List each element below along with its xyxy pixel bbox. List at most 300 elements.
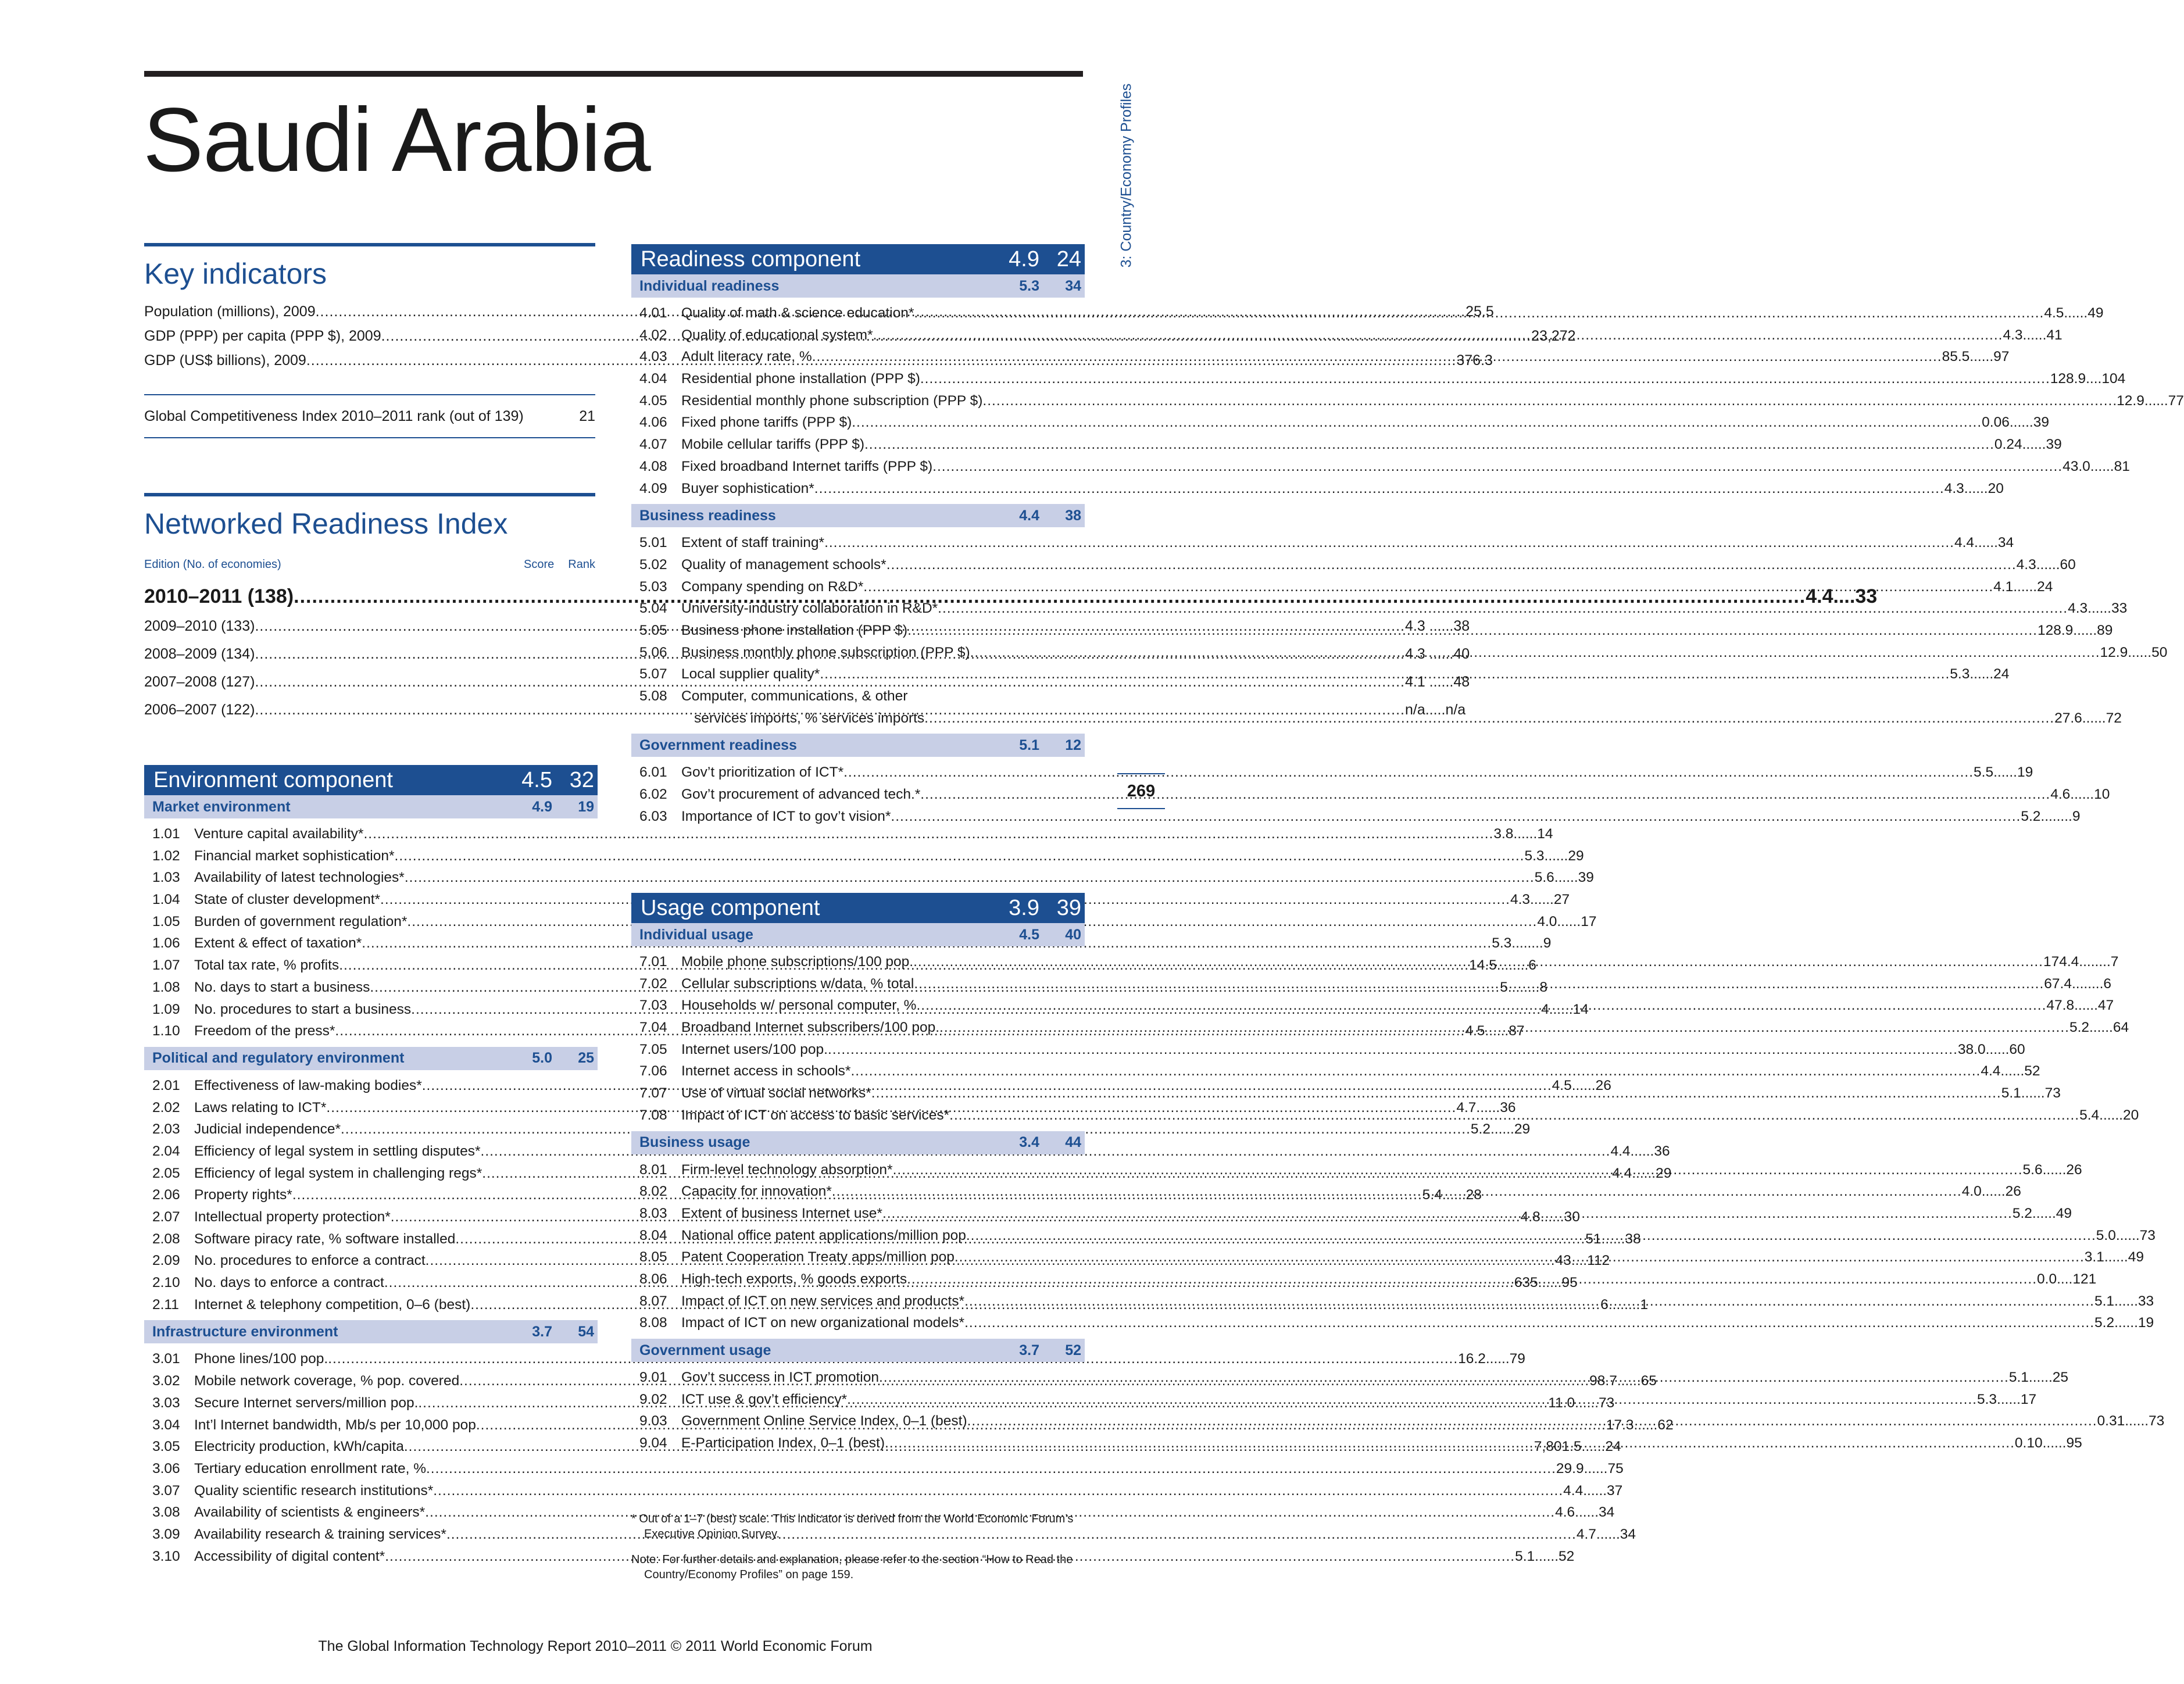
indicator-label: Gov’t prioritization of ICT* (681, 764, 844, 781)
indicator-label: Intellectual property protection* (194, 1209, 391, 1225)
indicator-code: 3.02 (152, 1373, 180, 1389)
page-number: 269 (1117, 773, 1165, 809)
indicator-label: Phone lines/100 pop. (194, 1351, 328, 1367)
key-indicator-value: 25.5 (1465, 303, 1494, 320)
indicator-label: Quality of educational system* (681, 327, 873, 343)
indicator-label: Extent of business Internet use* (681, 1205, 882, 1221)
footnotes (631, 1511, 1084, 1593)
subindex-header (631, 923, 1085, 946)
indicator-code: 7.02 (639, 975, 667, 992)
indicator-label: Total tax rate, % profits (194, 957, 339, 974)
indicator-value: 4.5......26 (1552, 1077, 1611, 1093)
subindex-title: Political and regulatory environment (152, 1050, 405, 1067)
indicator-value: 128.9......89 (2037, 622, 2113, 638)
indicator-label: Households w/ personal computer, % (681, 997, 917, 1014)
indicator-code: 1.03 (152, 870, 180, 886)
indicator-code: 1.10 (152, 1023, 180, 1039)
nri-score-rank: 4.4....33 (1806, 585, 1878, 607)
indicator-label: National office patent applications/million pop (681, 1227, 966, 1243)
indicator-code: 4.01 (639, 305, 667, 321)
indicator-value: 5.4......28 (1422, 1187, 1482, 1203)
indicator-value: 5.0......73 (2096, 1227, 2156, 1243)
indicator-label: Freedom of the press* (194, 1023, 335, 1039)
indicator-code: 3.10 (152, 1548, 180, 1564)
indicator-value: 5.3........9 (1492, 935, 1552, 952)
indicator-row (631, 761, 2033, 784)
indicator-value: 4.5......87 (1465, 1023, 1525, 1039)
indicator-label: Property rights* (194, 1187, 292, 1203)
indicator-label: Internet & telephony competition, 0–6 (best) (194, 1296, 471, 1313)
indicator-label: Impact of ICT on access to basic services* (681, 1107, 950, 1123)
indicator-code: 4.05 (639, 392, 667, 409)
indicator-value: 5.2......64 (2069, 1020, 2129, 1036)
indicator-code: 2.11 (152, 1296, 179, 1313)
indicator-code: 9.01 (639, 1370, 667, 1385)
indicator-label: Quality of math & science education* (681, 305, 914, 321)
indicator-row (631, 554, 2076, 576)
indicator-row (144, 823, 1553, 845)
indicator-label: Residential monthly phone subscription (PPP $) (681, 392, 983, 409)
indicator-label: Efficiency of legal system in challenging regs* (194, 1165, 482, 1181)
indicator-code: 2.04 (152, 1143, 180, 1159)
subindex-header (144, 1320, 598, 1343)
indicator-label: Fixed phone tariffs (PPP $) (681, 414, 852, 431)
indicator-value: 3.8......14 (1493, 826, 1553, 842)
indicator-label: Fixed broadband Internet tariffs (PPP $) (681, 458, 933, 474)
indicator-row (144, 911, 1597, 933)
indicator-value: 5.3......29 (1524, 848, 1584, 864)
indicator-value: 67.4........6 (2044, 975, 2112, 992)
indicator-value: 16.2......79 (1458, 1351, 1525, 1367)
indicator-code: 7.03 (639, 997, 667, 1014)
indicator-row (631, 434, 2062, 456)
subindex-title: Business readiness (639, 507, 776, 524)
indicator-value: 43....112 (1555, 1253, 1610, 1269)
subindex-rank: 38 (1065, 507, 1081, 524)
key-indicator-label: GDP (PPP) per capita (PPP $), 2009 (144, 328, 381, 344)
gci-rank-value: 21 (579, 407, 595, 424)
indicator-code: 5.08 (639, 688, 667, 704)
subindex-rank: 34 (1065, 277, 1081, 294)
nri-score-rank: n/a.....n/a (1404, 702, 1466, 718)
indicator-label: Tertiary education enrollment rate, % (194, 1460, 426, 1476)
indicator-code: 1.09 (152, 1001, 180, 1017)
indicator-code: 2.06 (152, 1187, 180, 1203)
indicator-code: 8.04 (639, 1227, 667, 1243)
indicator-value: 4.7......36 (1456, 1099, 1516, 1115)
indicator-code: 8.08 (639, 1315, 667, 1331)
indicator-code: 1.08 (152, 979, 180, 995)
indicator-value: 0.06......39 (1982, 414, 2049, 431)
indicator-row (631, 390, 2184, 412)
indicator-row (144, 867, 1594, 889)
indicator-label: Impact of ICT on new services and products* (681, 1293, 965, 1309)
indicator-value: 5.6......26 (2022, 1161, 2082, 1178)
indicator-label: Local supplier quality* (681, 666, 820, 682)
indicator-label: Use of virtual social networks* (681, 1085, 871, 1102)
indicator-label: Computer, communications, & other (681, 688, 908, 704)
indicator-label: Efficiency of legal system in settling disputes* (194, 1143, 481, 1159)
indicator-label: Internet users/100 pop. (681, 1041, 828, 1057)
subindex-title: Government usage (639, 1342, 771, 1358)
indicator-code: 2.01 (152, 1077, 180, 1093)
indicator-label: E-Participation Index, 0–1 (best) (681, 1435, 885, 1451)
key-indicator-value: 23,272 (1531, 328, 1576, 344)
indicator-code: 6.02 (639, 786, 667, 803)
indicator-code: 6.01 (639, 764, 667, 781)
indicator-label: No. procedures to enforce a contract (194, 1253, 426, 1269)
indicator-label: Secure Internet servers/million pop. (194, 1395, 419, 1411)
indicator-label: University-industry collaboration in R&D* (681, 600, 938, 617)
indicator-label: Software piracy rate, % software installed (194, 1231, 456, 1247)
indicator-label: Impact of ICT on new organizational models* (681, 1315, 965, 1331)
indicator-code: 2.10 (152, 1275, 180, 1291)
indicator-code: 3.09 (152, 1526, 180, 1542)
indicator-value: 4.3......20 (1944, 480, 2004, 496)
key-indicators-title: Key indicators (144, 258, 327, 290)
indicator-row (631, 456, 2130, 478)
indicator-value: 51......38 (1585, 1231, 1641, 1247)
indicator-label: Company spending on R&D* (681, 578, 864, 595)
indicator-label: No. days to enforce a contract (194, 1275, 384, 1291)
indicator-value: 3.1......49 (2084, 1249, 2144, 1265)
indicator-row (631, 806, 2081, 828)
indicator-code: 9.02 (639, 1391, 667, 1407)
indicator-value: 4.5......49 (2044, 305, 2104, 321)
indicator-value: 38.0......60 (1957, 1041, 2025, 1057)
subindex-title: Market environment (152, 798, 291, 815)
indicator-code: 3.03 (152, 1395, 180, 1411)
indicator-code: 3.07 (152, 1482, 180, 1499)
indicator-value: 43.0......81 (2063, 458, 2130, 474)
indicator-code: 7.04 (639, 1020, 667, 1036)
indicator-value: 5.1......25 (2008, 1370, 2069, 1385)
subindex-header (631, 504, 1085, 527)
indicator-code: 1.02 (152, 848, 180, 864)
key-indicator-label: GDP (US$ billions), 2009 (144, 352, 306, 369)
indicator-label: Internet access in schools* (681, 1063, 851, 1079)
indicator-label: Firm-level technology absorption* (681, 1161, 893, 1178)
indicator-value: 4.4......34 (1954, 535, 2014, 551)
indicator-code: 9.03 (639, 1413, 667, 1429)
indicator-code: 8.05 (639, 1249, 667, 1265)
indicator-label: services imports, % services imports (694, 710, 925, 726)
indicator-code: 8.06 (639, 1271, 667, 1287)
indicator-row (144, 1118, 1531, 1140)
subindex-score: 4.4 (1019, 507, 1039, 524)
indicator-code: 2.05 (152, 1165, 180, 1181)
nri-edition: 2006–2007 (122) (144, 702, 255, 718)
indicator-row (144, 1501, 1615, 1524)
subindex-header (144, 795, 598, 818)
indicator-value: 5.1......52 (1515, 1548, 1575, 1564)
indicator-code: 3.05 (152, 1439, 180, 1455)
indicator-value: 4.4......37 (1563, 1482, 1623, 1499)
indicator-value: 4.3......41 (2003, 327, 2063, 343)
indicator-value: 4.3......60 (2016, 556, 2076, 573)
indicator-value: 5.2......49 (2012, 1205, 2072, 1221)
indicator-value: 14.5........6 (1469, 957, 1536, 974)
indicator-label: Electricity production, kWh/capita (194, 1439, 404, 1455)
indicator-value: .12.9......77 (2112, 392, 2184, 409)
indicator-value: 12.9......50 (2100, 644, 2168, 660)
nri-score-rank: 4.3 ......38 (1404, 618, 1470, 634)
indicator-label: Importance of ICT to gov’t vision* (681, 808, 891, 824)
indicator-code: 1.04 (152, 892, 180, 908)
subindex-score: 4.5 (1019, 926, 1039, 943)
indicator-value: 4.4......29 (1612, 1165, 1672, 1181)
subindex-score: 3.7 (532, 1323, 552, 1340)
indicator-code: 2.08 (152, 1231, 180, 1247)
indicator-label: Cellular subscriptions w/data, % total (681, 975, 914, 992)
indicator-code: 8.03 (639, 1205, 667, 1221)
indicator-label: Broadband Internet subscribers/100 pop. (681, 1020, 940, 1036)
component-rank: 24 (1056, 246, 1081, 271)
indicator-code: 6.03 (639, 808, 667, 824)
indicator-code: 4.06 (639, 414, 667, 431)
footnote-note: Note: For further details and explanation, please refer to the section “How to Read the Country/Economy Profiles” on page 159. (631, 1553, 1073, 1581)
indicator-value: 4.0......17 (1537, 913, 1597, 929)
indicator-label: State of cluster development* (194, 892, 381, 908)
indicator-label: Business monthly phone subscription (PPP $) (681, 644, 970, 660)
indicator-code: 1.05 (152, 913, 180, 929)
indicator-code: 7.06 (639, 1063, 667, 1079)
nri-title: Networked Readiness Index (144, 507, 508, 540)
indicator-row (631, 1039, 2025, 1061)
indicator-value: 0.24......39 (1994, 437, 2062, 453)
key-indicator-value: 376.3 (1456, 352, 1493, 369)
component-header (631, 244, 1085, 274)
indicator-code: 7.05 (639, 1041, 667, 1057)
nri-head-score: Score (524, 558, 555, 571)
indicator-value: 174.4........7 (2043, 954, 2119, 970)
indicator-code: 5.01 (639, 535, 667, 551)
top-rule (144, 71, 1083, 77)
section-rule (144, 493, 595, 496)
indicator-row (631, 368, 2126, 390)
indicator-value: 5.2......19 (2094, 1315, 2154, 1331)
nri-table-header (144, 558, 595, 571)
nri-score-rank: 4.1 ......48 (1404, 674, 1470, 690)
indicator-label: Mobile network coverage, % pop. covered (194, 1373, 460, 1389)
indicator-row (631, 598, 2128, 620)
nri-edition: 2010–2011 (138) (144, 585, 294, 607)
indicator-code: 4.09 (639, 480, 667, 496)
indicator-value: 5.2......29 (1470, 1121, 1531, 1138)
indicator-code: 8.02 (639, 1184, 667, 1200)
indicator-value: 4.3......33 (2068, 600, 2128, 617)
indicator-value: 4.6......34 (1555, 1504, 1615, 1521)
indicator-code: 8.07 (639, 1293, 667, 1309)
subindex-title: Individual readiness (639, 277, 780, 294)
gci-rank-row (144, 394, 595, 438)
indicator-label: Quality scientific research institutions* (194, 1482, 434, 1499)
subindex-rank: 19 (578, 798, 594, 815)
indicator-value: 635......95 (1514, 1275, 1578, 1291)
indicator-code: 1.07 (152, 957, 180, 974)
indicator-code: 7.08 (639, 1107, 667, 1123)
indicator-code: 1.06 (152, 935, 180, 952)
component-score: 3.9 (1009, 895, 1039, 920)
indicator-code: 4.07 (639, 437, 667, 453)
indicator-value: 5.3......24 (1950, 666, 2010, 682)
indicator-label: Buyer sophistication* (681, 480, 814, 496)
subindex-rank: 54 (578, 1323, 594, 1340)
indicator-value: 17.3......62 (1606, 1417, 1674, 1433)
indicator-value: 4.4......52 (1981, 1063, 2040, 1079)
indicator-row (631, 1060, 2040, 1082)
indicator-value: 5.2........9 (2021, 808, 2081, 824)
indicator-label: Quality of management schools* (681, 556, 887, 573)
indicator-code: 3.08 (152, 1504, 180, 1521)
indicator-code: 7.01 (639, 954, 667, 970)
indicator-code: 4.03 (639, 349, 667, 365)
indicator-label: Judicial independence* (194, 1121, 341, 1138)
subindex-score: 3.4 (1019, 1134, 1039, 1150)
subindex-score: 5.1 (1019, 736, 1039, 753)
indicator-row (631, 685, 1085, 707)
indicator-value: 11.0......73 (1548, 1395, 1615, 1411)
indicator-row (144, 1458, 1624, 1480)
subindex-rank: 12 (1065, 736, 1081, 753)
subindex-header (631, 274, 1085, 298)
indicator-code: 3.01 (152, 1351, 180, 1367)
indicator-label: Accessibility of digital content* (194, 1548, 385, 1564)
indicator-value: 0.31......73 (2097, 1413, 2165, 1429)
indicator-value: 29.9......75 (1556, 1460, 1624, 1476)
indicator-value: 5.4......20 (2079, 1107, 2139, 1123)
side-section-label (1115, 71, 1138, 280)
indicator-row (631, 532, 2014, 554)
indicator-code: 4.04 (639, 371, 667, 387)
page-title: Saudi Arabia (143, 90, 650, 191)
indicator-code: 2.03 (152, 1121, 180, 1138)
nri-edition: 2009–2010 (133) (144, 618, 255, 634)
subindex-rank: 44 (1065, 1134, 1081, 1150)
indicator-label: Financial market sophistication* (194, 848, 395, 864)
indicator-label: Capacity for innovation* (681, 1184, 832, 1200)
subindex-title: Individual usage (639, 926, 753, 943)
indicator-label: Mobile phone subscriptions/100 pop. (681, 954, 914, 970)
indicator-value: 4.7......34 (1576, 1526, 1636, 1542)
indicator-value: 4.6......10 (2050, 786, 2110, 803)
subindex-score: 4.9 (532, 798, 552, 815)
subindex-score: 5.0 (532, 1050, 552, 1067)
section-rule (144, 243, 595, 246)
component-title: Readiness component (641, 246, 861, 271)
indicator-value: 6........1 (1600, 1296, 1648, 1313)
indicator-code: 2.07 (152, 1209, 180, 1225)
indicator-code: 5.02 (639, 556, 667, 573)
indicator-value: 4.3......27 (1510, 892, 1570, 908)
indicator-label: Government Online Service Index, 0–1 (best) (681, 1413, 967, 1429)
indicator-code: 5.07 (639, 666, 667, 682)
nri-head-rank: Rank (568, 558, 595, 571)
indicator-code: 1.01 (152, 826, 180, 842)
indicator-value: 0.10......95 (2014, 1435, 2082, 1451)
indicator-row (631, 412, 2049, 434)
indicator-value: 5.3......17 (1977, 1391, 2037, 1407)
footnote-asterisk: * Out of a 1–7 (best) scale. This indicator is derived from the World Economic Forum’s Executive Opinion Survey. (631, 1513, 1074, 1540)
indicator-value: 98.7......65 (1589, 1373, 1657, 1389)
indicator-label: Residential phone installation (PPP $) (681, 371, 920, 387)
indicator-label: Extent & effect of taxation* (194, 935, 362, 952)
indicator-code: 5.04 (639, 600, 667, 617)
indicator-label: Availability research & training services* (194, 1526, 446, 1542)
indicator-value: 27.6......72 (2054, 710, 2122, 726)
component-rank: 39 (1056, 895, 1081, 920)
indicator-value: 4.0......26 (1961, 1184, 2021, 1200)
indicator-value: 5.5......19 (1974, 764, 2033, 781)
subindex-title: Infrastructure environment (152, 1323, 338, 1340)
indicator-value: 128.9....104 (2050, 371, 2126, 387)
nri-edition: 2008–2009 (134) (144, 646, 255, 662)
component-title: Usage component (641, 895, 820, 920)
component-score: 4.9 (1009, 246, 1039, 271)
component-header (631, 893, 1085, 923)
indicator-code: 5.05 (639, 622, 667, 638)
indicator-code: 3.04 (152, 1417, 180, 1433)
component-header (144, 765, 598, 795)
indicator-value: 47.8......47 (2046, 997, 2114, 1014)
nri-edition: 2007–2008 (127) (144, 674, 255, 690)
indicator-value: 5.1......33 (2094, 1293, 2154, 1309)
indicator-label: Int’l Internet bandwidth, Mb/s per 10,000 pop (194, 1417, 476, 1433)
subindex-rank: 25 (578, 1050, 594, 1067)
indicator-code: 8.01 (639, 1161, 667, 1178)
indicator-value: 4.8......30 (1520, 1209, 1580, 1225)
component-score: 4.5 (521, 767, 552, 792)
indicator-code: 5.06 (639, 644, 667, 660)
indicator-value: 4......14 (1541, 1001, 1589, 1017)
indicator-code: 4.02 (639, 327, 667, 343)
indicator-row (631, 478, 2004, 500)
indicator-code: 7.07 (639, 1085, 667, 1102)
indicator-label: Venture capital availability* (194, 826, 364, 842)
indicator-label: Gov’t success in ICT promotion (681, 1370, 879, 1385)
indicator-label: Adult literacy rate, % (681, 349, 812, 365)
indicator-code: 4.08 (639, 458, 667, 474)
subindex-rank: 40 (1065, 926, 1081, 943)
indicator-value: 5.1......73 (2001, 1085, 2061, 1102)
gci-rank-label: Global Competitiveness Index 2010–2011 rank (out of 139) (144, 407, 524, 424)
page-footer: The Global Information Technology Report 2010–2011 © 2011 World Economic Forum (318, 1638, 873, 1654)
subindex-title: Business usage (639, 1134, 750, 1150)
indicator-row (144, 1480, 1623, 1502)
indicator-value: 7,801.5......24 (1534, 1439, 1621, 1455)
indicator-label: Laws relating to ICT* (194, 1099, 327, 1115)
indicator-label: ICT use & gov’t efficiency* (681, 1391, 848, 1407)
indicator-label: Patent Cooperation Treaty apps/million pop (681, 1249, 955, 1265)
subindex-header (631, 1131, 1085, 1154)
subindex-header (144, 1047, 598, 1070)
indicator-value: 4.4......36 (1610, 1143, 1670, 1159)
indicator-label: Burden of government regulation* (194, 913, 408, 929)
subindex-title: Government readiness (639, 736, 797, 753)
indicator-label: High-tech exports, % goods exports (681, 1271, 907, 1287)
indicator-label: Extent of staff training* (681, 535, 825, 551)
component-title: Environment component (153, 767, 393, 792)
indicator-label: Mobile cellular tariffs (PPP $) (681, 437, 864, 453)
indicator-code: 5.03 (639, 578, 667, 595)
subindex-score: 5.3 (1019, 277, 1039, 294)
indicator-code: 2.09 (152, 1253, 180, 1269)
component-rank: 32 (569, 767, 594, 792)
subindex-header (631, 1339, 1085, 1362)
indicator-value: 85.5......97 (1942, 349, 2010, 365)
key-indicator-label: Population (millions), 2009 (144, 303, 316, 320)
indicator-label: No. days to start a business (194, 979, 370, 995)
